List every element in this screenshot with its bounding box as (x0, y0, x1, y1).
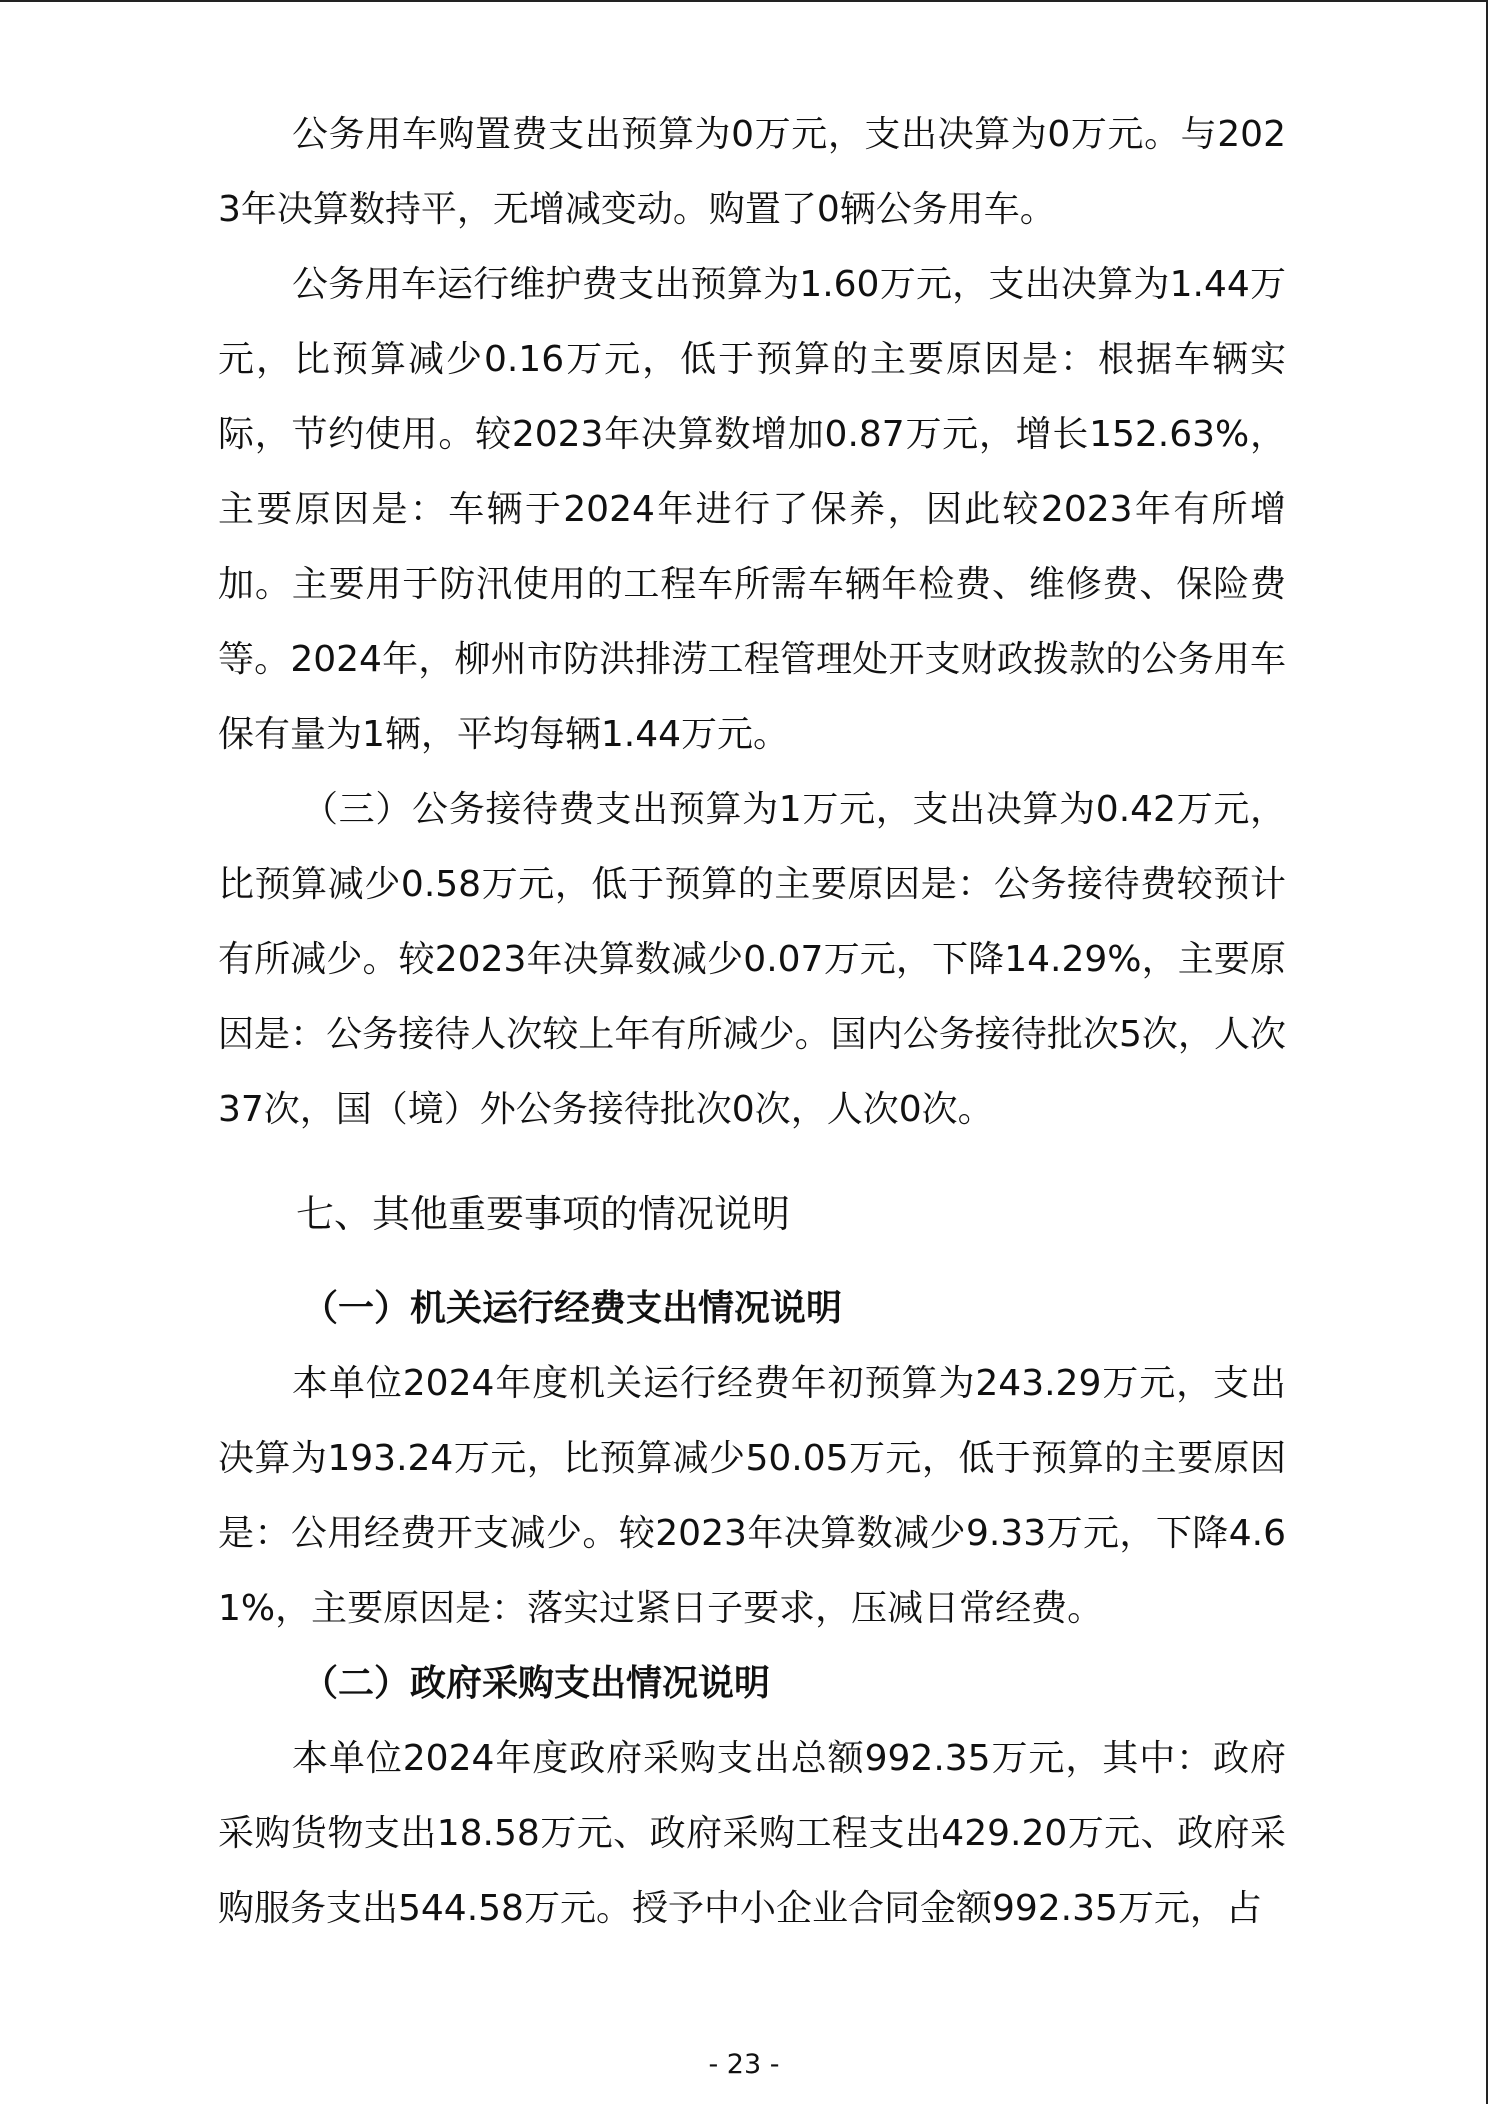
paragraph-agency-operating-costs: 本单位2024年度机关运行经费年初预算为243.29万元，支出决算为193.24万元，比预算减少50.05万元，低于预算的主要原因是：公用经费开支减少。较2023年决算数减少9.33万元，下降4.61%，主要原因是：落实过紧日子要求，压减日常经费。 (218, 1363, 1286, 1629)
paragraph-reception-expenses: （三）公务接待费支出预算为1万元，支出决算为0.42万元，比预算减少0.58万元，低于预算的主要原因是：公务接待费较预计有所减少。较2023年决算数减少0.07万元，下降14.29%，主要原因是：公务接待人次较上年有所减少。国内公务接待批次5次，人次37次，国（境）外公务接待批次0次，人次0次。 (218, 789, 1286, 1130)
page-number: - 23 - (708, 2049, 780, 2080)
paragraph-vehicle-purchase: 公务用车购置费支出预算为0万元，支出决算为0万元。与2023年决算数持平，无增减变动。购置了0辆公务用车。 (218, 114, 1286, 230)
paragraph-government-procurement: 本单位2024年度政府采购支出总额992.35万元，其中：政府采购货物支出18.58万元、政府采购工程支出429.20万元、政府采购服务支出544.58万元。授予中小企业合同金额992.35万元，占 (218, 1738, 1286, 1929)
sub-heading-agency-operating-costs: （一）机关运行经费支出情况说明 (302, 1288, 843, 1329)
section-heading-other-matters: 七、其他重要事项的情况说明 (296, 1192, 791, 1236)
paragraph-vehicle-maintenance: 公务用车运行维护费支出预算为1.60万元，支出决算为1.44万元，比预算减少0.16万元，低于预算的主要原因是：根据车辆实际，节约使用。较2023年决算数增加0.87万元，增长152.63%，主要原因是：车辆于2024年进行了保养，因此较2023年有所增加。主要用于防汛使用的工程车所需车辆年检费、维修费、保险费等。2024年，柳州市防洪排涝工程管理处开支财政拨款的公务用车保有量为1辆，平均每辆1.44万元。 (218, 264, 1286, 755)
page-body (218, 97, 1286, 1946)
sub-heading-government-procurement: （二）政府采购支出情况说明 (302, 1663, 771, 1704)
